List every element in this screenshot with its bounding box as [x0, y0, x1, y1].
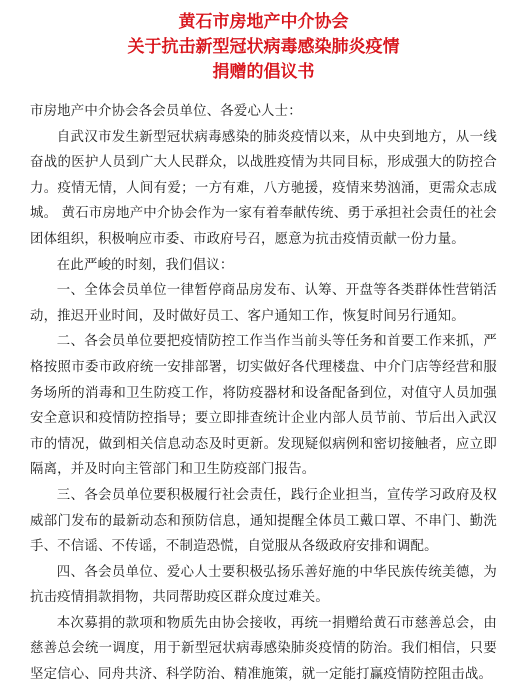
title-line-3: 捐赠的倡议书: [212, 62, 315, 82]
title-line-1: 黄石市房地产中介协会: [178, 12, 349, 32]
paragraph-item-3: 三、各会员单位要积极履行社会责任，践行企业担当，宣传学习政府及权威部门发布的最新动态和预防信息，通知提醒全体员工戴口罩、不串门、勤洗手、不信谣、不传谣，不制造恐慌，自觉服从各级政府安排和调配。: [30, 487, 497, 555]
paragraph-closing: 本次募捐的款项和物质先由协会接收，再统一捐赠给黄石市慈善总会，由慈善总会统一调度，用于新型冠状病毒感染肺炎疫情的防治。我们相信，只要坚定信心、同舟共济、科学防治、精准施策，就一定能打赢疫情防控阻击战。: [30, 615, 497, 683]
paragraph-intro: 自武汉市发生新型冠状病毒感染的肺炎疫情以来，从中央到地方，从一线奋战的医护人员到广大人民群众，以战胜疫情为共同目标，形成强大的防控合力。疫情无情，人间有爱；一方有难，八方驰援，疫情来势汹涌，更需众志成城。 黄石市房地产中介协会作为一家有着奉献传统、勇于承担社会责任的社会团体组织，积极响应市委、市政府号召，愿意为抗击疫情贡献一份力量。: [30, 129, 497, 247]
paragraph-item-2: 二、各会员单位要把疫情防控工作当作当前头等任务和首要工作来抓，严格按照市委市政府统一安排部署，切实做好各代理楼盘、中介门店等经营和服务场所的消毒和卫生防疫工作，将防疫器材和设备配备到位，对值守人员加强安全意识和疫情防控指导；要立即排查统计企业内部人员节前、节后出入武汉市的情况，做到相关信息动态及时更新。发现疑似病例和密切接触者，应立即隔离，并及时向主管部门和卫生防疫部门报告。: [30, 334, 497, 478]
document-title: [30, 10, 497, 85]
paragraph-proposal-lead: 在此严峻的时刻，我们倡议：: [56, 257, 234, 273]
title-line-2: 关于抗击新型冠状病毒感染肺炎疫情: [127, 37, 400, 57]
document-body: [30, 99, 497, 688]
paragraph-item-1: 一、全体会员单位一律暂停商品房发布、认筹、开盘等各类群体性营销活动，推迟开业时间，及时做好员工、客户通知工作，恢复时间另行通知。: [30, 283, 497, 324]
salutation: 市房地产中介协会各会员单位、各爱心人士：: [30, 104, 302, 119]
paragraph-item-4: 四、各会员单位、爱心人士要积极弘扬乐善好施的中华民族传统美德，为抗击疫情捐款捐物，共同帮助疫区群众度过难关。: [30, 564, 497, 606]
